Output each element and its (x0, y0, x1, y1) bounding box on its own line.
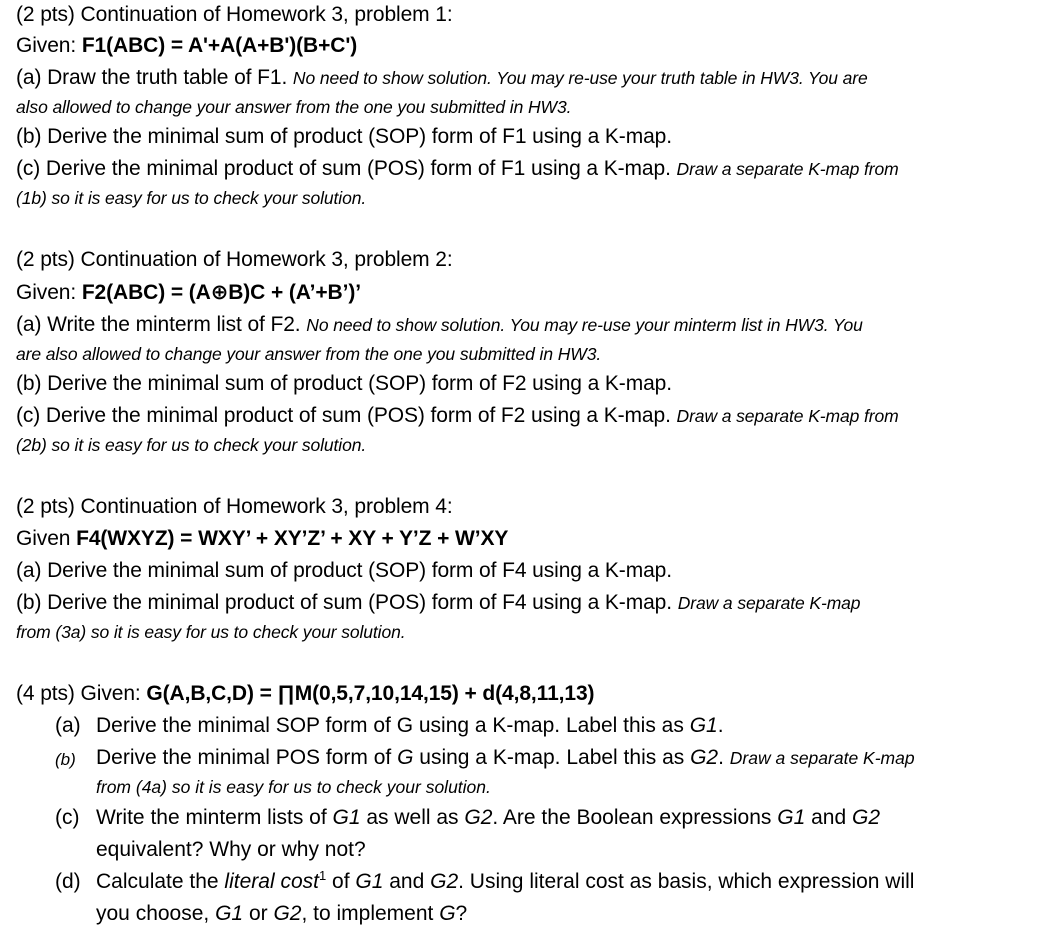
p4-part-b-note-2: from (4a) so it is easy for us to check your solution. (96, 777, 491, 797)
p4-part-d-text-1: Calculate the (96, 870, 225, 893)
p3-given-expression: F4(WXYZ) = WXY’ + XY’Z’ + XY + Y’Z + W’XY (76, 527, 509, 550)
p4-part-c-text-2: as well as (360, 806, 465, 829)
p2-part-c (16, 403, 899, 429)
p4-part-b-g2: G2 (690, 746, 719, 769)
p4-part-d-line2-g2: G2 (273, 902, 302, 925)
p1-given-expression: F1(ABC) = A'+A(A+B')(B+C') (81, 34, 358, 57)
p1-part-a-note: No need to show solution. You may re-use your truth table in HW3. You are (292, 68, 868, 88)
p1-part-c-note-2: (1b) so it is easy for us to check your solution. (16, 188, 367, 208)
p1-part-c-note: Draw a separate K-map from (676, 159, 899, 179)
p4-part-c-text-1: Write the minterm lists of (96, 806, 333, 829)
p4-part-c-text-4: and (805, 806, 852, 829)
p4-part-b-g: G (397, 746, 414, 769)
p1-given-label: Given: (16, 34, 82, 57)
p2-part-a-text: (a) Write the minterm list of F2. (16, 313, 307, 336)
p4-part-c-g1: G1 (332, 806, 361, 829)
p2-part-a-note-cont (16, 341, 601, 367)
p3-given-label: Given (16, 527, 77, 550)
p4-part-a (96, 713, 724, 739)
p3-part-b-note-2: from (3a) so it is easy for us to check your solution. (16, 622, 406, 642)
p4-part-b-note: Draw a separate K-map (729, 748, 915, 768)
p1-header: (2 pts) Continuation of Homework 3, problem 1: (16, 3, 453, 26)
p2-header: (2 pts) Continuation of Homework 3, problem 2: (16, 248, 453, 271)
p3-part-b (16, 590, 860, 616)
p4-header-prefix: (4 pts) Given: (16, 682, 147, 705)
p1-part-a (16, 65, 868, 91)
p2-part-a-note-2: are also allowed to change your answer from the one you submitted in HW3. (16, 344, 602, 364)
p4-part-d-g2: G2 (430, 870, 459, 893)
p1-part-a-note-2: also allowed to change your answer from the one you submitted in HW3. (16, 97, 572, 117)
p4-part-d-line2-g: G (439, 902, 456, 925)
p3-part-b-text: (b) Derive the minimal product of sum (POS) form of F4 using a K-map. (16, 591, 678, 614)
p2-part-c-note-cont (16, 432, 366, 458)
p4-part-d (96, 869, 914, 895)
p4-part-b-text-3: . (718, 746, 730, 769)
p1-part-b: (b) Derive the minimal sum of product (SOP) form of F1 using a K-map. (16, 125, 672, 148)
p4-part-c-g2b: G2 (851, 806, 880, 829)
p2-part-a-note: No need to show solution. You may re-use your minterm list in HW3. You (306, 315, 863, 335)
p4-part-b-text-2: using a K-map. Label this as (413, 746, 691, 769)
p4-part-a-end: . (717, 714, 724, 737)
p1-part-c (16, 156, 899, 182)
p4-part-c-g1b: G1 (777, 806, 806, 829)
p4-given-expression: G(A,B,C,D) = ∏M(0,5,7,10,14,15) + d(4,8,11,13) (146, 682, 595, 705)
p4-part-d-text-3: and (383, 870, 431, 893)
p4-part-c-text-3: . Are the Boolean expressions (492, 806, 778, 829)
p4-part-d-g1: G1 (355, 870, 384, 893)
p2-given-label: Given: (16, 281, 82, 304)
p3-part-b-note-cont (16, 619, 405, 645)
p3-given (16, 526, 508, 552)
p4-part-a-g1: G1 (689, 714, 718, 737)
p4-part-b-text-1: Derive the minimal POS form of (96, 746, 398, 769)
p4-part-c-g2: G2 (464, 806, 493, 829)
p1-part-c-text: (c) Derive the minimal product of sum (POS) form of F1 using a K-map. (16, 157, 677, 180)
p2-given (16, 280, 361, 306)
p3-header: (2 pts) Continuation of Homework 3, problem 4: (16, 495, 453, 518)
p4-part-c-label: (c) (55, 806, 80, 829)
p3-part-b-note: Draw a separate K-map (677, 593, 861, 613)
p4-part-d-line2-4: ? (455, 902, 468, 925)
p4-header (16, 681, 594, 707)
p4-part-d-line2-g1: G1 (215, 902, 244, 925)
p1-part-a-note-cont (16, 94, 571, 120)
p4-part-a-text: Derive the minimal SOP form of G using a K-map. Label this as (96, 714, 690, 737)
p4-part-d-line2-1: you choose, (96, 902, 216, 925)
p4-part-c (96, 805, 880, 831)
p4-part-d-text-2: of (326, 870, 356, 893)
p4-part-d-line2-2: or (243, 902, 274, 925)
p4-part-d-text-4: . Using literal cost as basis, which expression will (458, 870, 915, 893)
p4-part-a-label: (a) (55, 714, 81, 737)
p4-part-c-line2: equivalent? Why or why not? (96, 838, 366, 861)
p2-part-c-text: (c) Derive the minimal product of sum (POS) form of F2 using a K-map. (16, 404, 677, 427)
p1-part-a-text: (a) Draw the truth table of F1. (16, 66, 293, 89)
p4-part-d-label: (d) (55, 870, 81, 893)
p2-part-c-note-2: (2b) so it is easy for us to check your solution. (16, 435, 367, 455)
p3-part-a: (a) Derive the minimal sum of product (SOP) form of F4 using a K-map. (16, 559, 672, 582)
p4-part-d-footnote-mark: 1 (318, 868, 327, 883)
p1-part-c-note-cont (16, 185, 366, 211)
p4-part-d-line2-3: , to implement (301, 902, 440, 925)
p4-part-b-label: (b) (55, 750, 76, 769)
p4-part-d-literal: literal cost (224, 870, 319, 893)
p2-part-c-note: Draw a separate K-map from (676, 406, 899, 426)
p2-part-a (16, 312, 863, 338)
p4-part-d-line2 (96, 901, 467, 927)
p4-part-b (96, 745, 915, 771)
p2-given-expression: F2(ABC) = (A⊕B)C + (A’+B’)’ (81, 281, 361, 304)
p4-part-b-note-cont (96, 774, 491, 800)
p2-part-b: (b) Derive the minimal sum of product (SOP) form of F2 using a K-map. (16, 372, 672, 395)
p1-given (16, 33, 357, 59)
